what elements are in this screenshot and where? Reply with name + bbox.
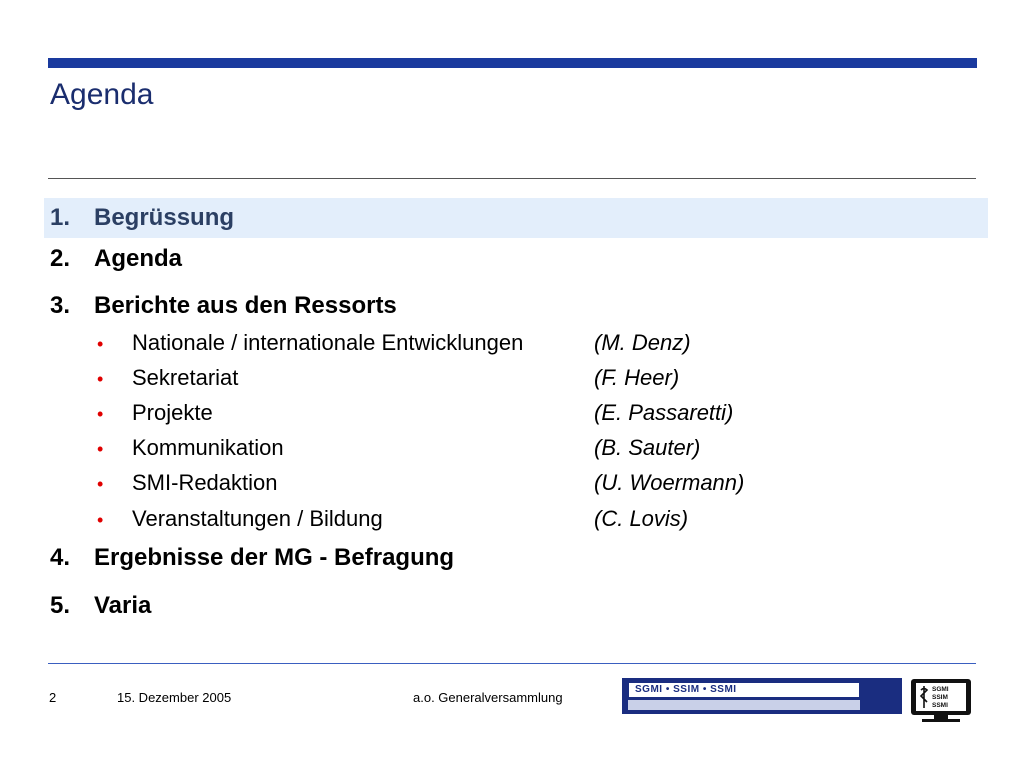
bullet-icon: • (97, 474, 104, 494)
subitem-label: Kommunikation (132, 435, 284, 460)
agenda-item-4 (50, 544, 454, 572)
subitem-label: Veranstaltungen / Bildung (132, 506, 383, 531)
bullet-icon: • (97, 369, 104, 389)
agenda-item-2 (50, 245, 182, 273)
logo-band-text: SGMI • SSIM • SSMI (628, 682, 860, 698)
subitem-row (97, 365, 679, 391)
bullet-icon: • (97, 439, 104, 459)
agenda-item-5 (50, 592, 151, 620)
subitem-row (97, 435, 700, 461)
subitem-row (97, 400, 733, 426)
logo-band (622, 678, 902, 714)
agenda-item-number: 1. (50, 204, 71, 231)
footer-event: a.o. Generalversammlung (413, 690, 563, 705)
agenda-item-label: Berichte aus den Ressorts (94, 292, 397, 319)
agenda-item-3 (50, 292, 397, 320)
subitem-label: SMI-Redaktion (132, 470, 278, 495)
subitem-label: Nationale / internationale Entwicklungen (132, 330, 524, 355)
monitor-line: SSMI (932, 702, 948, 709)
footer-divider (48, 663, 976, 664)
subitem-person: (U. Woermann) (594, 470, 745, 495)
logo-band-shadow (628, 700, 860, 710)
subitem-row (97, 506, 688, 532)
monitor-line: SGMI (932, 686, 949, 693)
agenda-item-number: 5. (50, 592, 71, 619)
agenda-item-1 (50, 204, 234, 232)
title-divider (48, 178, 976, 179)
top-accent-bar (48, 58, 977, 68)
footer-date: 15. Dezember 2005 (117, 690, 232, 705)
agenda-item-label: Varia (94, 592, 152, 619)
agenda-item-label: Agenda (94, 245, 183, 272)
slide-title: Agenda (50, 78, 154, 111)
subitem-person: (E. Passaretti) (594, 400, 734, 425)
agenda-item-number: 3. (50, 292, 71, 319)
society-logo (622, 678, 978, 728)
subitem-person: (B. Sauter) (594, 435, 701, 460)
agenda-item-number: 2. (50, 245, 71, 272)
monitor-logo-icon (908, 677, 974, 723)
bullet-icon: • (97, 510, 104, 530)
agenda-item-number: 4. (50, 544, 71, 571)
page-number: 2 (49, 690, 57, 705)
agenda-item-label: Begrüssung (94, 204, 235, 231)
subitem-label: Projekte (132, 400, 213, 425)
bullet-icon: • (97, 334, 104, 354)
subitem-person: (F. Heer) (594, 365, 680, 390)
subitem-row (97, 470, 744, 496)
subitem-row (97, 330, 691, 356)
subitem-label: Sekretariat (132, 365, 239, 390)
monitor-line: SSIM (932, 694, 948, 701)
subitem-person: (M. Denz) (594, 330, 691, 355)
agenda-item-label: Ergebnisse der MG - Befragung (94, 544, 455, 571)
bullet-icon: • (97, 404, 104, 424)
subitem-person: (C. Lovis) (594, 506, 689, 531)
